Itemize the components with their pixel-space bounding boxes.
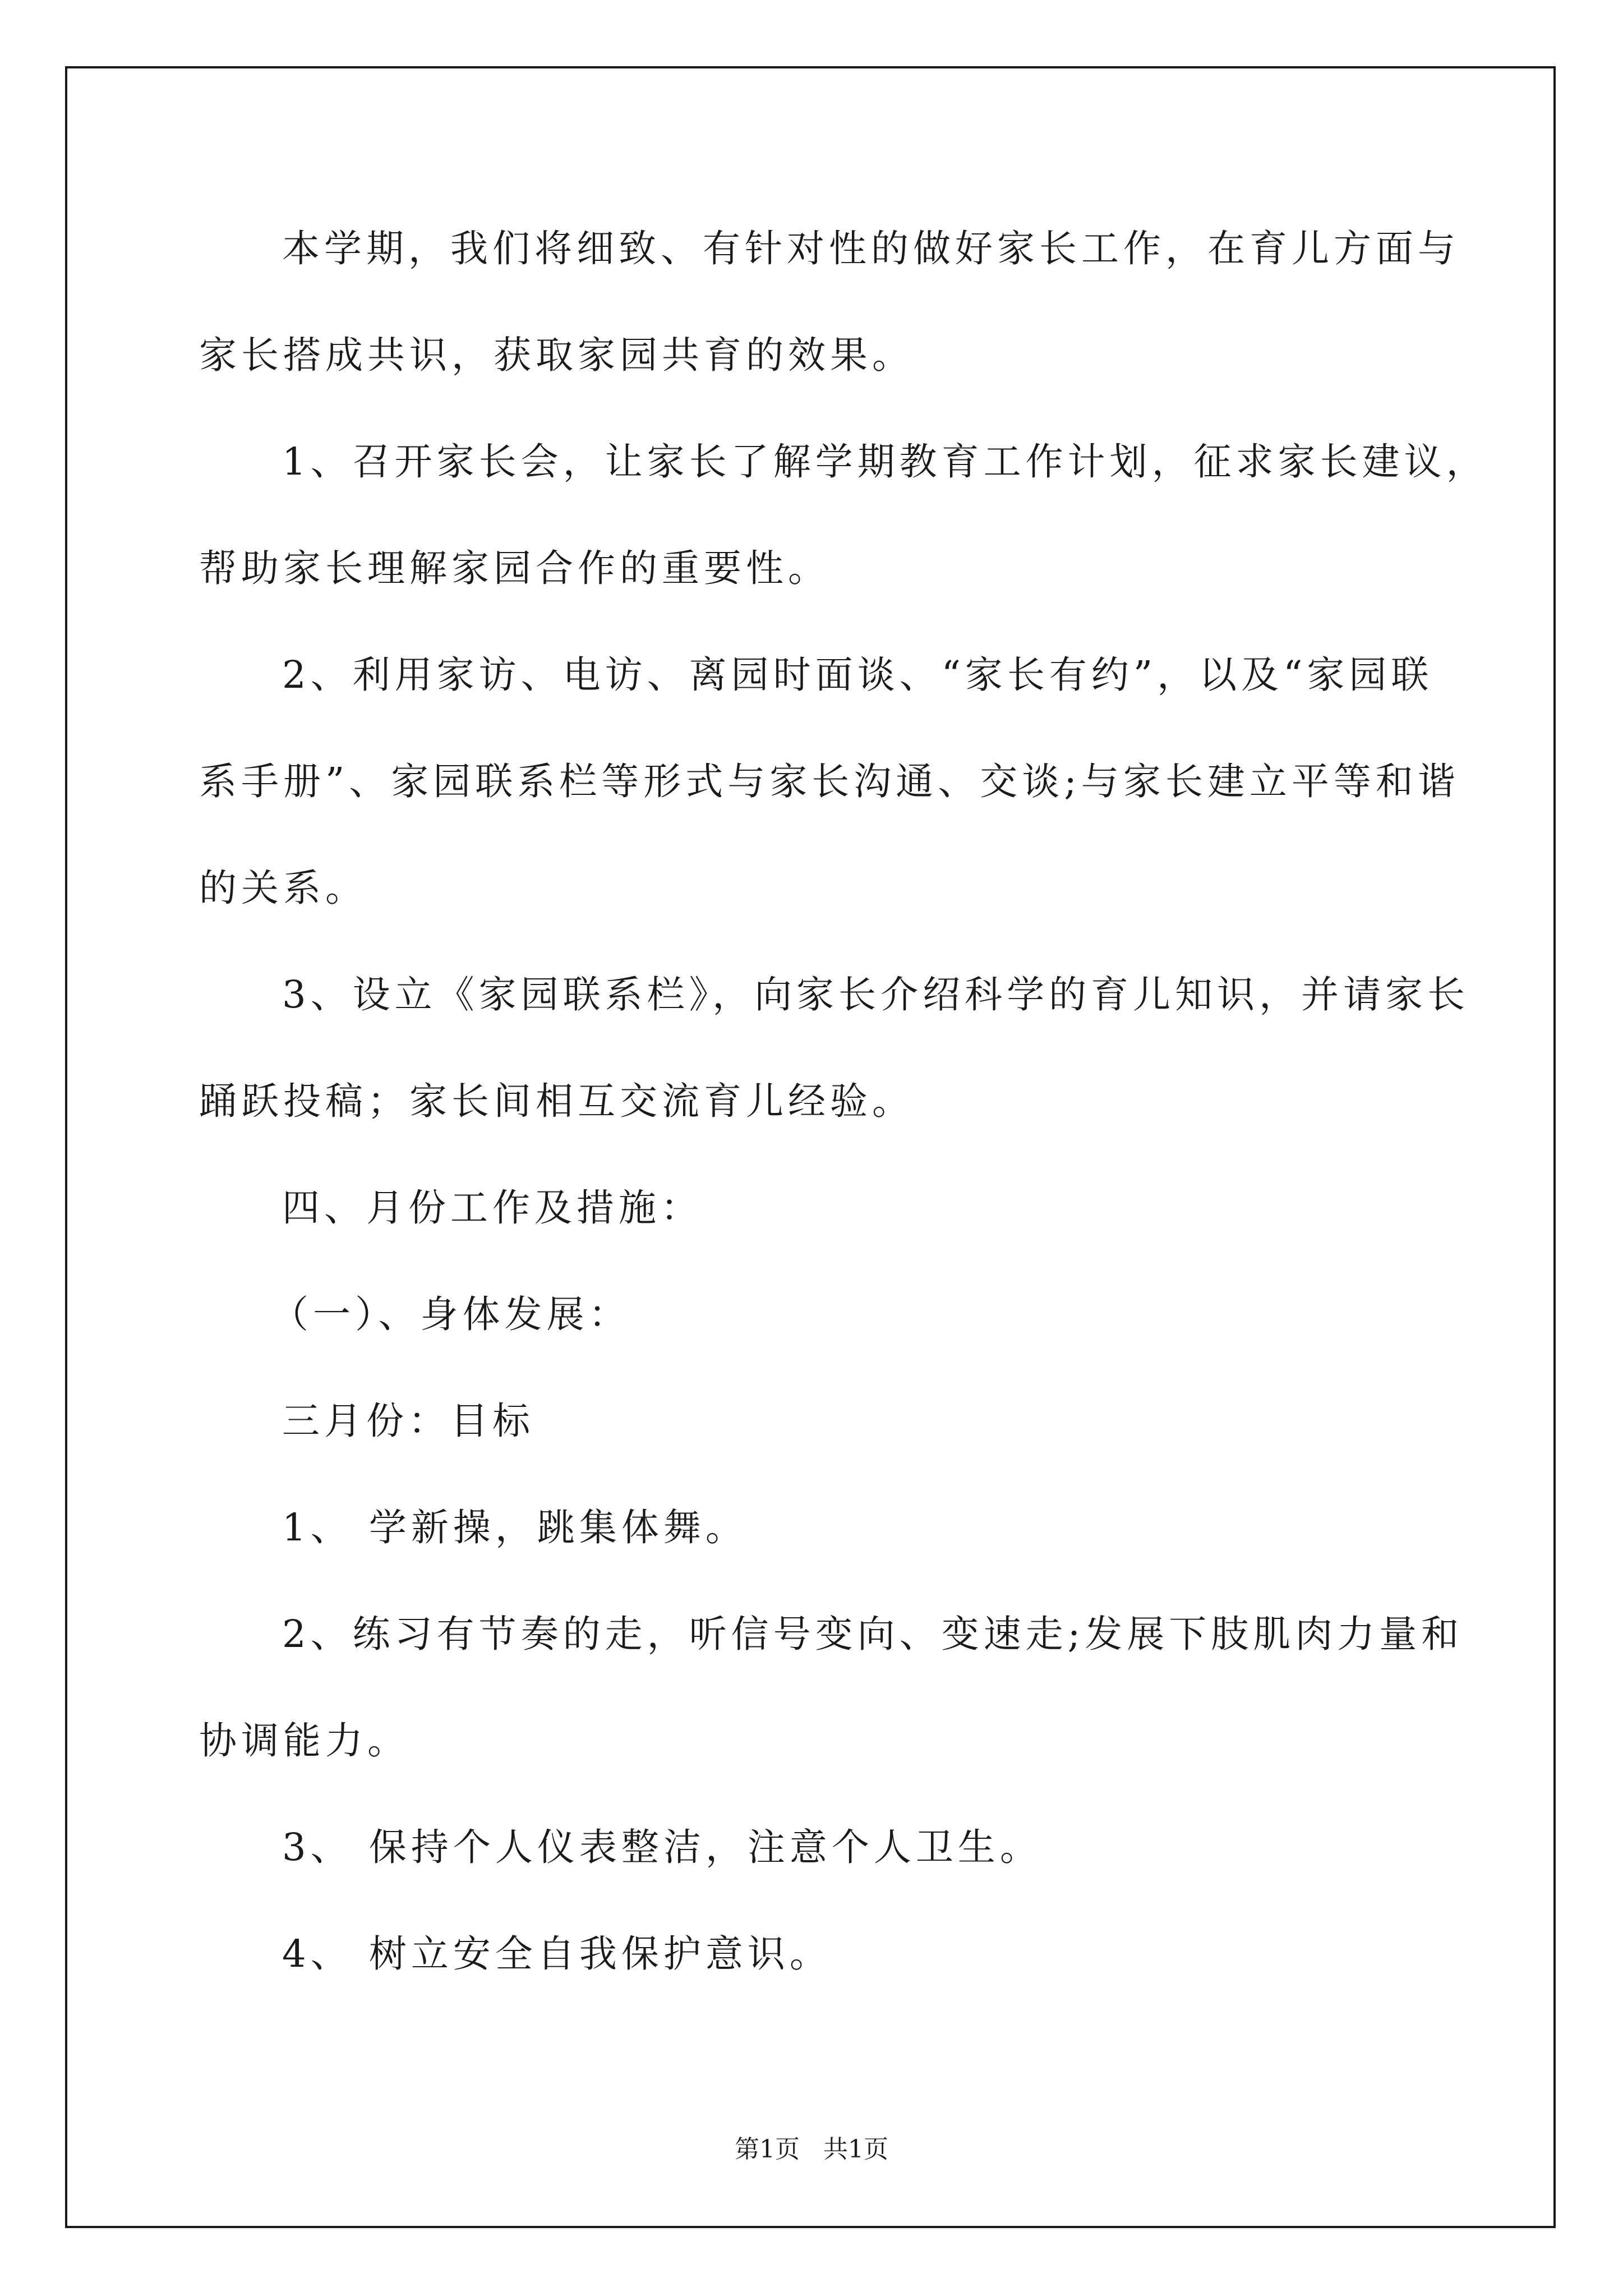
paragraph-line: 家长搭成共识，获取家园共育的效果。 [199, 333, 914, 377]
paragraph-line: 系手册”、家园联系栏等形式与家长沟通、交谈;与家长建立平等和谐 [199, 760, 1460, 803]
paragraph-line: 2、利用家访、电访、离园时面谈、“家长有约”，以及“家园联 [282, 653, 1433, 697]
section-heading: 四、月份工作及措施： [282, 1186, 703, 1230]
list-item: 3、 保持个人仪表整洁，注意个人卫生。 [282, 1825, 1042, 1869]
paragraph-line: 踊跃投稿；家长间相互交流育儿经验。 [199, 1079, 914, 1123]
paragraph-line: 1、召开家长会，让家长了解学期教育工作计划，征求家长建议， [282, 440, 1488, 484]
page-number: 第1页 共1页 [735, 2135, 888, 2164]
page-border [65, 66, 1556, 2228]
subsection-heading: （一）、身体发展： [271, 1292, 631, 1336]
month-heading: 三月份：目标 [282, 1399, 534, 1443]
list-item: 2、练习有节奏的走，听信号变向、变速走;发展下肢肌肉力量和 [282, 1612, 1464, 1656]
paragraph-line: 帮助家长理解家园合作的重要性。 [199, 546, 830, 590]
paragraph-line: 的关系。 [199, 866, 367, 910]
list-item: 4、 树立安全自我保护意识。 [282, 1932, 832, 1976]
paragraph-line: 3、设立《家园联系栏》，向家长介绍科学的育儿知识，并请家长 [282, 973, 1470, 1016]
list-item: 1、 学新操，跳集体舞。 [282, 1506, 748, 1549]
list-item-continuation: 协调能力。 [199, 1719, 409, 1763]
paragraph-line: 本学期，我们将细致、有针对性的做好家长工作，在育儿方面与 [282, 227, 1460, 270]
